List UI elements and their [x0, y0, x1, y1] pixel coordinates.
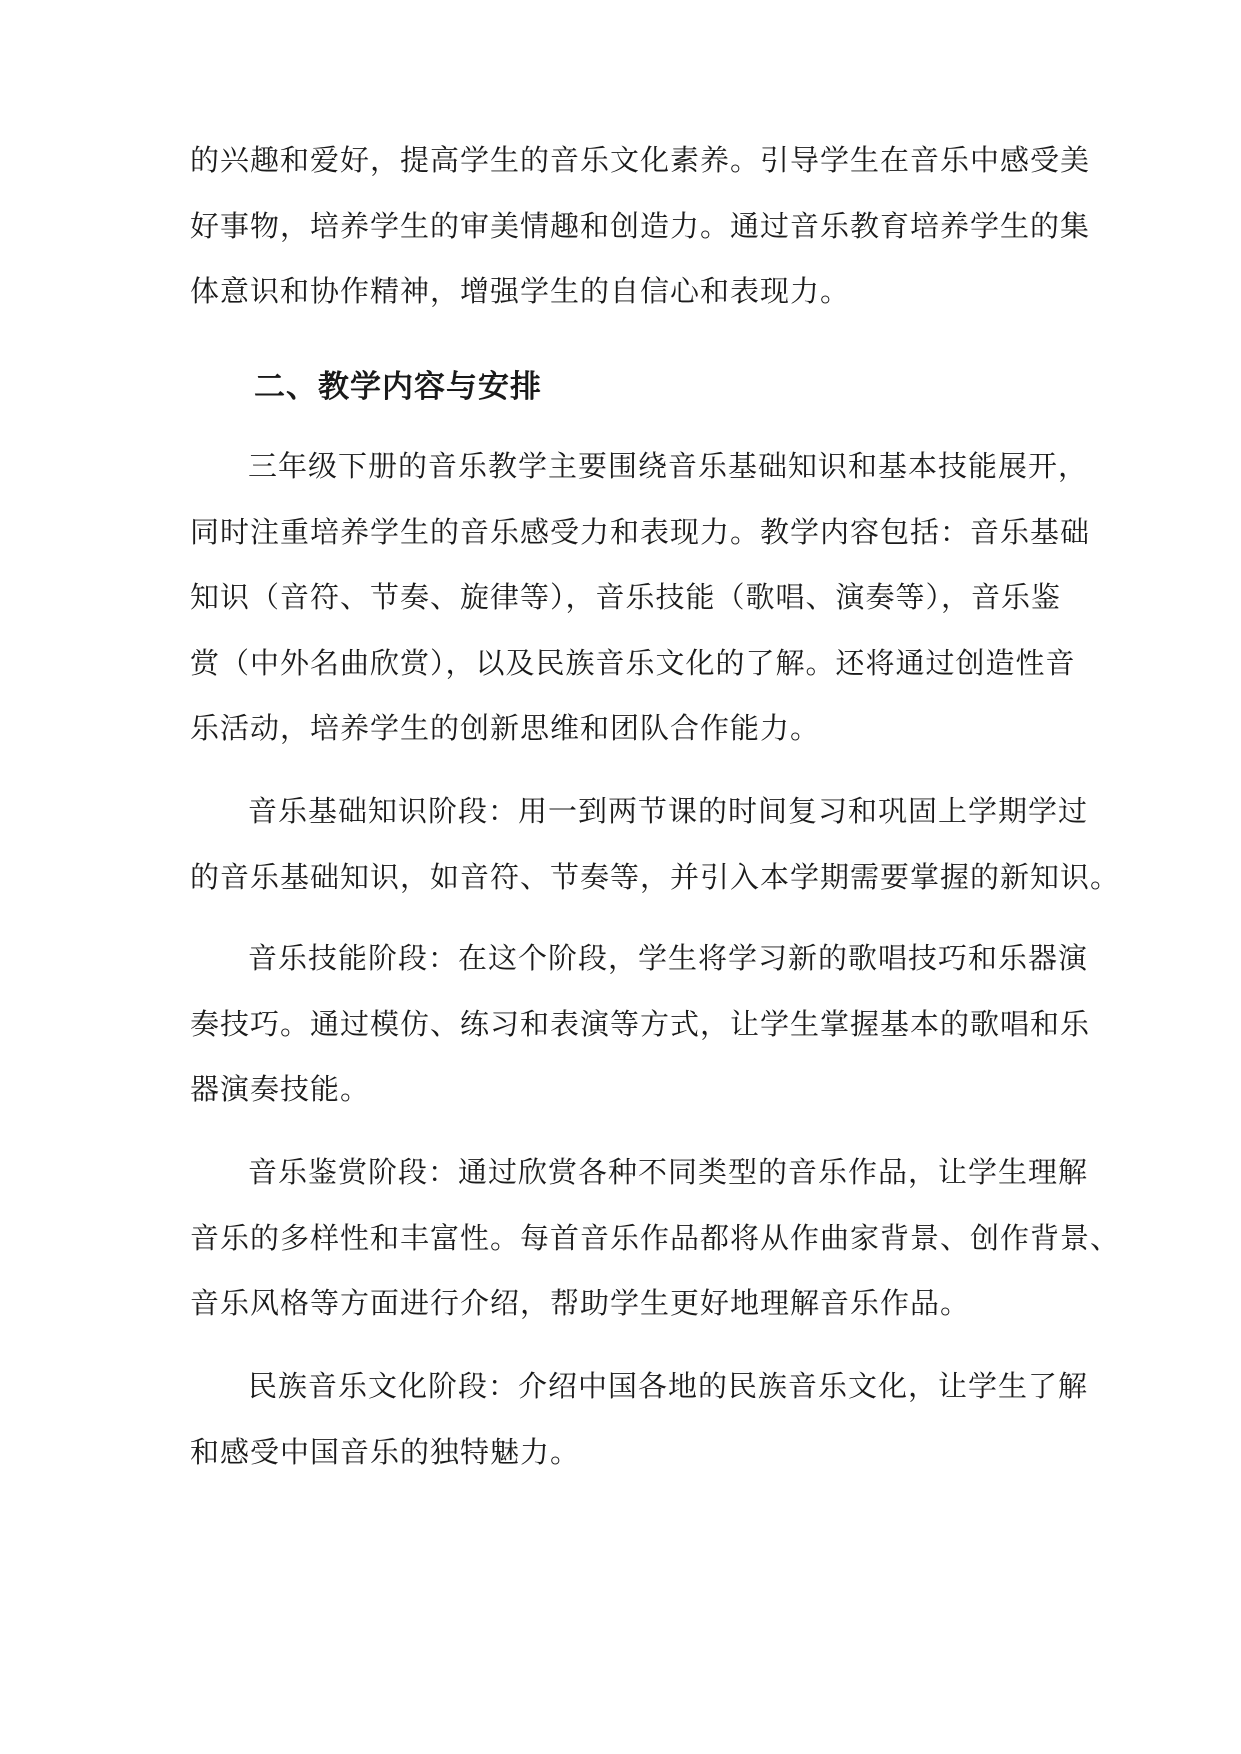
- paragraph-4-line-2: 音乐的多样性和丰富性。每首音乐作品都将从作曲家背景、创作背景、: [190, 1221, 1121, 1255]
- section-heading: 二、教学内容与安排: [254, 369, 542, 405]
- paragraph-3-line-2: 奏技巧。通过模仿、练习和表演等方式，让学生掌握基本的歌唱和乐: [190, 1007, 1091, 1041]
- paragraph-1-line-3: 知识（音符、节奏、旋律等），音乐技能（歌唱、演奏等），音乐鉴: [190, 580, 1062, 614]
- paragraph-4-line-3: 音乐风格等方面进行介绍，帮助学生更好地理解音乐作品。: [190, 1286, 971, 1320]
- paragraph-1-line-4: 赏（中外名曲欣赏），以及民族音乐文化的了解。还将通过创造性音: [190, 646, 1076, 680]
- paragraph-5-line-2: 和感受中国音乐的独特魅力。: [190, 1435, 581, 1469]
- paragraph-2-line-2: 的音乐基础知识，如音符、节奏等，并引入本学期需要掌握的新知识。: [190, 860, 1121, 894]
- paragraph-5-line-1: 民族音乐文化阶段：介绍中国各地的民族音乐文化，让学生了解: [248, 1369, 1089, 1403]
- paragraph-1-line-1: 三年级下册的音乐教学主要围绕音乐基础知识和基本技能展开，: [248, 449, 1089, 483]
- intro-line-2: 好事物，培养学生的审美情趣和创造力。通过音乐教育培养学生的集: [190, 209, 1091, 243]
- paragraph-4-line-1: 音乐鉴赏阶段：通过欣赏各种不同类型的音乐作品，让学生理解: [248, 1155, 1089, 1189]
- paragraph-1-line-2: 同时注重培养学生的音乐感受力和表现力。教学内容包括：音乐基础: [190, 515, 1091, 549]
- paragraph-2-line-1: 音乐基础知识阶段：用一到两节课的时间复习和巩固上学期学过: [248, 794, 1089, 828]
- intro-line-1: 的兴趣和爱好，提高学生的音乐文化素养。引导学生在音乐中感受美: [190, 143, 1091, 177]
- intro-line-3: 体意识和协作精神，增强学生的自信心和表现力。: [190, 274, 851, 308]
- paragraph-1-line-5: 乐活动，培养学生的创新思维和团队合作能力。: [190, 711, 821, 745]
- paragraph-3-line-1: 音乐技能阶段：在这个阶段，学生将学习新的歌唱技巧和乐器演: [248, 941, 1089, 975]
- paragraph-3-line-3: 器演奏技能。: [190, 1072, 371, 1106]
